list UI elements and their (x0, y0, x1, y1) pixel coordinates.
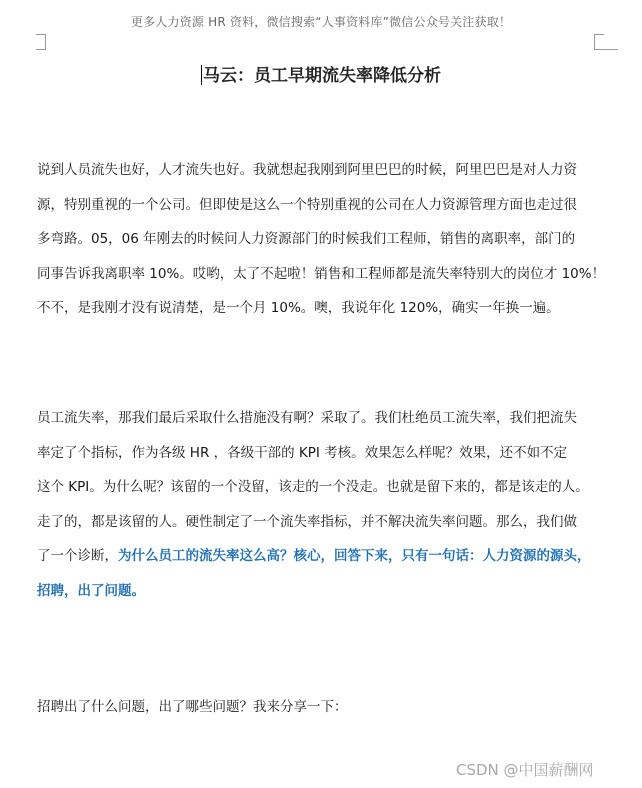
highlighted-text: 招聘，出了问题。 (37, 582, 145, 599)
paragraph-2-plain-text: 了一个诊断， (37, 548, 118, 564)
paragraph-2-line: 率定了个指标，作为各级 HR ，各级干部的 KPI 考核。效果怎么样呢？效果，还不如不定 (37, 444, 568, 461)
paragraph-2-line: 这个 KPI。为什么呢？该留的一个没留，该走的一个没走。也就是留下来的，都是该走的人。 (37, 479, 589, 495)
crop-mark-top-right-tick (594, 49, 618, 50)
paragraph-1-line: 多弯路。05，06 年刚去的时候问人力资源部门的时候我们工程师，销售的离职率，部门的 (37, 231, 576, 247)
paragraph-1-line: 同事告诉我离职率 10%。哎哟，太了不起啦！销售和工程师都是流失率特别大的岗位才 10%！ (37, 265, 606, 282)
paragraph-2-line (37, 574, 607, 609)
paragraph-1-line: 不不，是我刚才没有说清楚，是一个月 10%。噢，我说年化 120%，确实一年换一遍。 (37, 300, 560, 316)
paragraph-1 (37, 153, 607, 326)
watermark: CSDN @中国薪酬网 (456, 761, 594, 779)
paragraph-3-line: 招聘出了什么问题，出了哪些问题？我来分享一下： (37, 699, 348, 715)
paragraph-2-line (37, 539, 607, 574)
paragraph-1-line: 源，特别重视的一个公司。但即使是这么一个特别重视的公司在人力资源管理方面也走过很 (37, 196, 577, 213)
crop-mark-top-right (594, 34, 604, 50)
header-note: 更多人力资源 HR 资料，微信搜索“人事资料库”微信公众号关注获取！ (130, 15, 512, 29)
paragraph-3 (37, 690, 607, 725)
paragraph-2-line: 走了的，都是该留的人。硬性制定了一个流失率指标，并不解决流失率问题。那么，我们做 (37, 513, 577, 530)
crop-mark-top-left-tick (36, 49, 45, 50)
document-title: 马云：员工早期流失率降低分析 (203, 66, 441, 86)
text-cursor (201, 65, 202, 85)
paragraph-2-line: 员工流失率，那我们最后采取什么措施没有啊？采取了。我们杜绝员工流失率，我们把流失 (37, 410, 577, 426)
paragraph-2 (37, 401, 607, 608)
crop-mark-top-left (36, 34, 46, 50)
document-title-row[interactable] (0, 61, 642, 86)
highlighted-text: 为什么员工的流失率这么高？核心，回答下来，只有一句话：人力资源的源头， (118, 548, 591, 564)
paragraph-1-line: 说到人员流失也好，人才流失也好。我就想起我刚到阿里巴巴的时候，阿里巴巴是对人力资 (37, 162, 577, 178)
